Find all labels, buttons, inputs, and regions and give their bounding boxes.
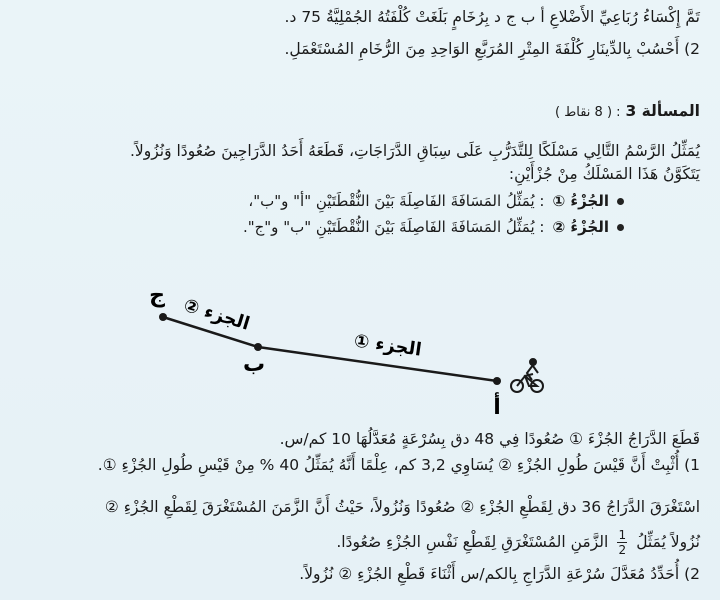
intro-line-2: يَتَكَوَّنُ هَذَا المَسْلَكُ مِنْ جُزْأَيْنِ: bbox=[508, 165, 700, 183]
label-b: ب bbox=[242, 352, 266, 377]
q2-line-1: اسْتَغْرَقَ الدَّرَاجُ 36 دق لِقَطْعِ الجُزْءِ ② صُعُودًا وَنُزُولاً، حَيْثُ أَنَّ الزَّمَنَ المُسْتَغْرَقَ لِقَطْعِ الجُزْءِ ② bbox=[104, 498, 700, 516]
fraction-one-half bbox=[617, 529, 627, 556]
part1-text: : يُمَثِّلُ المَسَافَةَ الفَاصِلَةَ بَيْنَ النُّقْطَتَيْنِ "أ" و"ب"، bbox=[248, 192, 545, 210]
problem-title: المسألة 3 bbox=[625, 102, 700, 120]
part1-name: الجُزْءُ ① bbox=[552, 192, 609, 210]
q1-line-1: قَطَعَ الدَّرَاجُ الجُزْءَ ① صُعُودًا فِي 48 دق بِسُرْعَةٍ مُعَدَّلُهَا 10 كم/س. bbox=[279, 430, 700, 448]
fraction-denominator: 2 bbox=[618, 543, 627, 557]
point-b bbox=[254, 343, 262, 351]
problem-points: : ( 8 نقاط ) bbox=[555, 105, 621, 120]
q2-line-3: 2) أُحَدِّدُ مُعَدَّلَ سُرْعَةِ الدَّرَاجِ بِالكم/س أَثْنَاءَ قَطْعِ الجُزْءِ ② نُزُولاً. bbox=[299, 565, 700, 583]
part2-label: الجزء ② bbox=[181, 294, 253, 335]
top-line-2: 2) أَحْسُبْ بِالدِّينَارِ كُلْفَةَ المِتْرِ المُرَبَّعِ الوَاحِدِ مِنَ الرُّخَامِ المُسْتَعْمَلِ. bbox=[284, 40, 700, 58]
q2-line-2-end: الزَّمَنِ المُسْتَغْرَقِ لِقَطْعِ نَفْسِ الجُزْءِ صُعُودًا. bbox=[336, 533, 609, 551]
point-a bbox=[493, 377, 501, 385]
intro-line-1: يُمَثِّلُ الرَّسْمُ التَّالِي مَسْلَكًا لِلتَّدَرُّبِ عَلَى سِبَاقِ الدَّرَاجَاتِ، قَطَعَهُ أَحَدُ الدَّرَاجِينَ صُعُودًا وَنُزُولاً. bbox=[129, 142, 700, 160]
point-c bbox=[159, 313, 167, 321]
q1-line-2: 1) أُثْبِتْ أَنَّ قَيْسَ طُولِ الجُزْءِ ② يُسَاوِي 3,2 كم، عِلْمًا أَنَّهُ يُمَثِّلُ 40 % مِنْ قَيْسِ طُولِ الجُزْءِ ①. bbox=[97, 456, 700, 474]
fraction-numerator: 1 bbox=[618, 528, 627, 542]
q2-line-2 bbox=[14, 529, 700, 556]
part2-text: : يُمَثِّلُ المَسَافَةَ الفَاصِلَةَ بَيْنَ النُّقْطَتَيْنِ "ب" و"ج". bbox=[242, 218, 545, 236]
bicycle-icon bbox=[511, 359, 543, 392]
label-a: أ bbox=[493, 395, 501, 420]
q2-line-2-start: نُزُولاً يُمَثِّلُ bbox=[636, 533, 700, 551]
label-c: ج bbox=[149, 283, 165, 308]
part1-label: الجزء ① bbox=[352, 330, 423, 361]
part2-name: الجُزْءُ ② bbox=[552, 218, 609, 236]
top-line-1: تَمَّ إِكْسَاءُ رُبَاعِيِّ الأَضْلاعِ أ ب ج د بِرُخَامٍ بَلَغَتْ كُلْفَتُهُ الجُمْلِيَّةُ 75 د. bbox=[284, 8, 700, 26]
